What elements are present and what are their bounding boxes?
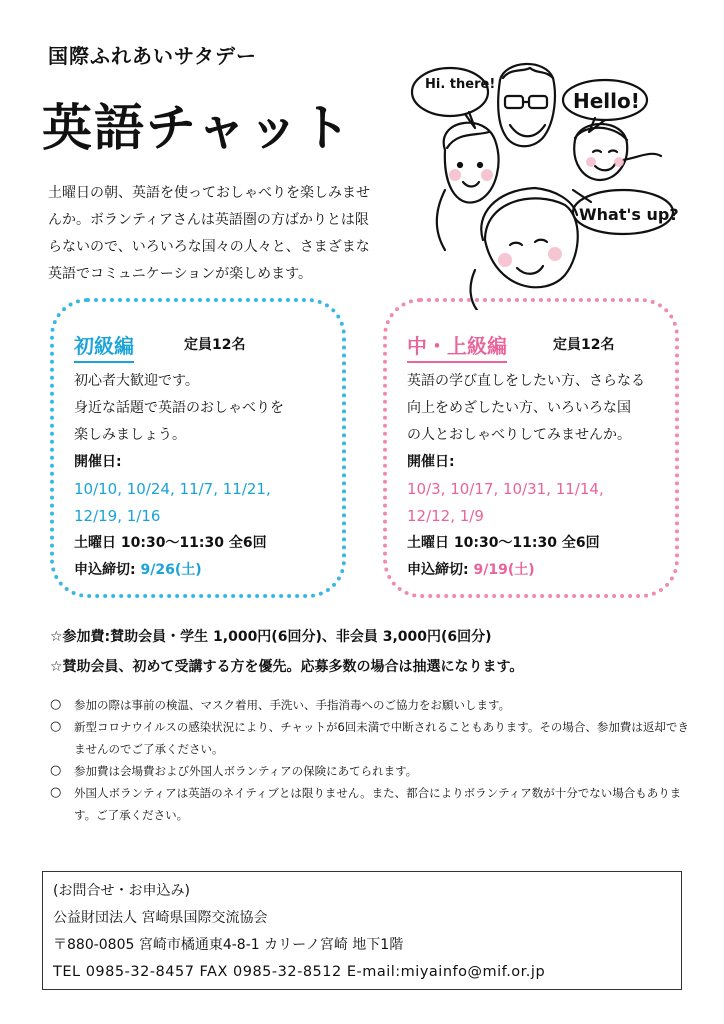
bubble-text-hi: Hi. there!	[425, 77, 496, 92]
beginner-desc-line: 身近な話題で英語のおしゃべりを	[74, 400, 284, 416]
beginner-time: 土曜日 10:30〜11:30 全6回	[74, 535, 267, 551]
advanced-title: 中・上級編	[407, 330, 507, 363]
note-item	[50, 782, 690, 826]
circle-bullet-icon: ○	[50, 763, 62, 778]
intro-line: んか。ボランティアさんは英語圏の方ばかりとは限	[48, 212, 369, 228]
contact-heading: (お問合せ・お申込み)	[53, 883, 190, 899]
note-item	[50, 716, 690, 760]
fee-line: ☆参加費:賛助会員・学生 1,000円(6回分)、非会員 3,000円(6回分)	[50, 629, 492, 645]
beginner-deadline: 9/26(土)	[140, 562, 202, 578]
circle-bullet-icon: ○	[50, 697, 62, 712]
page-title: 英語チャット	[42, 99, 353, 157]
beginner-desc-line: 楽しみましょう。	[74, 427, 186, 443]
advanced-deadline: 9/19(土)	[473, 562, 535, 578]
bubble-text-hello: Hello!	[573, 89, 640, 113]
beginner-dates-line: 12/19, 1/16	[74, 507, 161, 525]
advanced-desc-line: の人とおしゃべりしてみませんか。	[407, 427, 631, 443]
advanced-body	[407, 368, 673, 584]
intro-line: らないので、いろいろな国々の人々と、さまざまな	[48, 239, 370, 255]
beginner-title: 初級編	[74, 330, 134, 363]
advanced-dates-line: 10/3, 10/17, 10/31, 11/14,	[407, 480, 604, 498]
bubble-text-whats-up: What's up?	[579, 205, 679, 224]
advanced-time: 土曜日 10:30〜11:30 全6回	[407, 535, 600, 551]
contact-address: 〒880-0805 宮崎市橘通東4-8-1 カリーノ宮崎 地下1階	[53, 937, 404, 953]
note-item	[50, 760, 690, 782]
fee-info	[50, 622, 523, 682]
notes-list	[50, 694, 690, 826]
note-text: 参加費は会場費および外国人ボランティアの保険にあてられます。	[74, 764, 418, 778]
beginner-dates-label: 開催日:	[74, 454, 122, 470]
advanced-dates-line: 12/12, 1/9	[407, 507, 484, 525]
intro-line: 土曜日の朝、英語を使っておしゃべりを楽しみませ	[48, 185, 370, 201]
advanced-desc-line: 英語の学び直しをしたい方、さらなる	[407, 373, 645, 389]
beginner-body	[74, 368, 340, 584]
advanced-deadline-row	[407, 557, 673, 584]
illustration-svg	[405, 40, 705, 310]
intro-text	[48, 180, 418, 288]
note-text: 外国人ボランティアは英語のネイティブとは限りません。また、都合によりボランティア数が十分でない場合もあります。ご了承ください。	[74, 786, 682, 822]
circle-bullet-icon: ○	[50, 785, 62, 800]
note-text: 新型コロナウイルスの感染状況により、チャットが6回未満で中断されることもあります。その場合、参加費は返却できませんのでご了承ください。	[74, 720, 689, 756]
people-chatting-illustration	[405, 40, 705, 310]
priority-line: ☆賛助会員、初めて受講する方を優先。応募多数の場合は抽選になります。	[50, 659, 524, 675]
advanced-course-box	[383, 298, 679, 598]
beginner-deadline-label: 申込締切:	[74, 562, 136, 578]
beginner-capacity: 定員12名	[184, 337, 246, 353]
beginner-deadline-row	[74, 557, 340, 584]
circle-bullet-icon: ○	[50, 719, 62, 734]
advanced-capacity: 定員12名	[553, 337, 615, 353]
contact-box	[42, 871, 682, 990]
note-text: 参加の際は事前の検温、マスク着用、手洗い、手指消毒へのご協力をお願いします。	[74, 698, 511, 712]
intro-line: 英語でコミュニケーションが楽しめます。	[48, 266, 313, 282]
beginner-dates-line: 10/10, 10/24, 11/7, 11/21,	[74, 480, 271, 498]
contact-org: 公益財団法人 宮崎県国際交流協会	[53, 910, 268, 926]
beginner-desc-line: 初心者大歓迎です。	[74, 373, 199, 389]
advanced-dates-label: 開催日:	[407, 454, 455, 470]
contact-tel-fax-email: TEL 0985-32-8457 FAX 0985-32-8512 E-mail:miyainfo@mif.or.jp	[53, 964, 546, 980]
note-item	[50, 694, 690, 716]
advanced-deadline-label: 申込締切:	[407, 562, 469, 578]
event-subtitle: 国際ふれあいサタデー	[48, 44, 257, 68]
beginner-course-box	[50, 298, 346, 598]
advanced-desc-line: 向上をめざしたい方、いろいろな国	[407, 400, 631, 416]
